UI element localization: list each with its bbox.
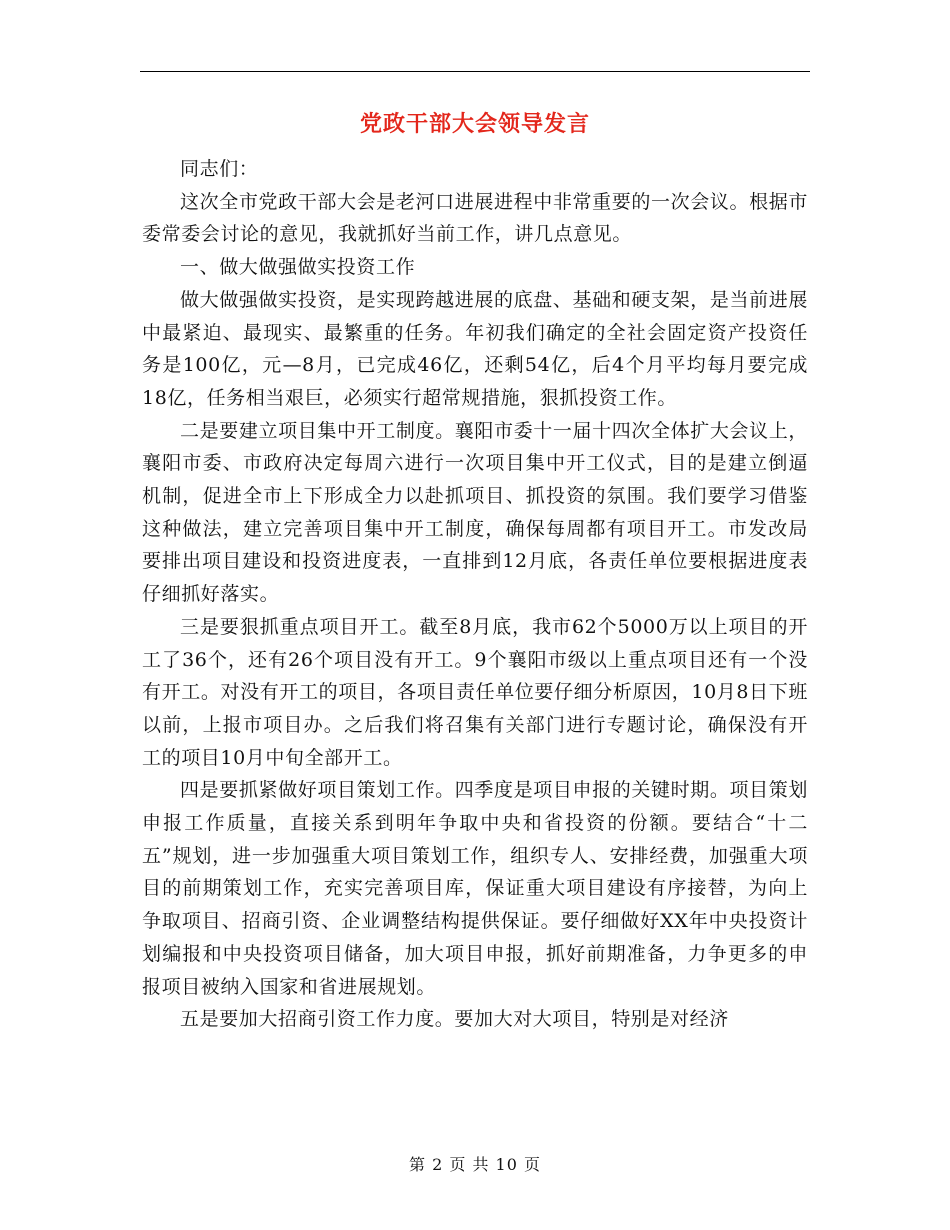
paragraph-point-4: 四是要抓紧做好项目策划工作。四季度是项目申报的关键时期。项目策划申报工作质量，直接关系到明年争取中央和省投资的份额。要结合“十二五”规划，进一步加强重大项目策划工作，组织专人、安排经费，加强重大项目的前期策划工作，充实完善项目库，保证重大项目建设有序接替，为向上争取项目、招商引资、企业调整结构提供保证。要仔细做好XX年中央投资计划编报和中央投资项目储备，加大项目申报，抓好前期准备，力争更多的申报项目被纳入国家和省进展规划。 — [142, 779, 808, 998]
paragraph-point-5: 五是要加大招商引资工作力度。要加大对大项目，特别是对经济 — [180, 1008, 729, 1031]
document-body — [142, 153, 808, 1036]
document-title: 党政干部大会领导发言 — [359, 112, 590, 137]
paragraph-investment: 做大做强做实投资，是实现跨越进展的底盘、基础和硬支架，是当前进展中最紧迫、最现实、最繁重的任务。年初我们确定的全社会固定资产投资任务是100亿，元—8月，已完成46亿，还剩54亿，后4个月平均每月要完成18亿，任务相当艰巨，必须实行超常规措施，狠抓投资工作。 — [142, 288, 808, 409]
page-number: 第 2 页 共 10 页 — [409, 1155, 541, 1174]
salutation: 同志们： — [180, 158, 259, 180]
paragraph-intro: 这次全市党政干部大会是老河口进展进程中非常重要的一次会议。根据市委常委会讨论的意见，我就抓好当前工作，讲几点意见。 — [142, 190, 808, 246]
header-rule — [140, 71, 810, 72]
paragraph-point-2: 二是要建立项目集中开工制度。襄阳市委十一届十四次全体扩大会议上，襄阳市委、市政府决定每周六进行一次项目集中开工仪式，目的是建立倒逼机制，促进全市上下形成全力以赴抓项目、抓投资的氛围。我们要学习借鉴这种做法，建立完善项目集中开工制度，确保每周都有项目开工。市发改局要排出项目建设和投资进度表，一直排到12月底，各责任单位要根据进度表仔细抓好落实。 — [142, 419, 808, 606]
paragraph-point-3: 三是要狠抓重点项目开工。截至8月底，我市62个5000万以上项目的开工了36个，还有26个项目没有开工。9个襄阳市级以上重点项目还有一个没有开工。对没有开工的项目，各项目责任单位要仔细分析原因，10月8日下班以前，上报市项目办。之后我们将召集有关部门进行专题讨论，确保没有开工的项目10月中旬全部开工。 — [142, 615, 808, 769]
section-heading: 一、做大做强做实投资工作 — [180, 256, 416, 279]
